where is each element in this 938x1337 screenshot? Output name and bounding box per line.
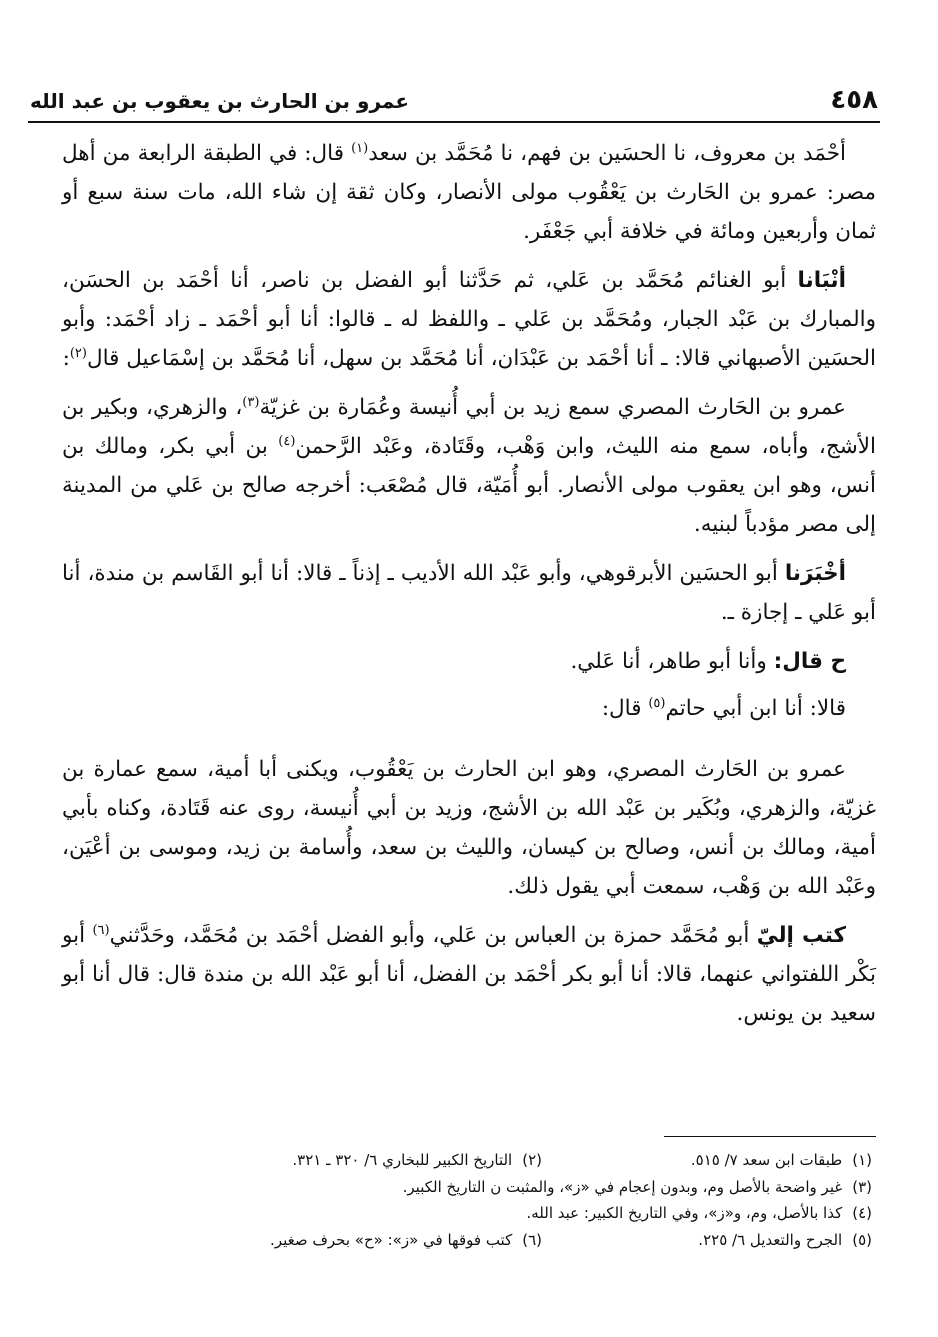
paragraph-text: أبو الحسَين الأبرقوهي، وأبو عَبْد الله الأديب ـ إذناً ـ قالا: أنا أبو القَاسم بن مندة، أنا أبو عَلي ـ إجازة ـ.: [62, 561, 876, 625]
footnote-row: [60, 1174, 872, 1201]
paragraph-lead: كتب إليّ: [756, 923, 846, 948]
paragraph-1: [62, 134, 876, 251]
running-title: عمرو بن الحارث بن يعقوب بن عبد الله: [30, 89, 409, 113]
paragraph-text: أبو مُحَمَّد حمزة بن العباس بن عَلي، وأبو الفضل أحْمَد بن مُحَمَّد، وحَدَّثني: [109, 923, 757, 948]
footnote-6: [270, 1227, 542, 1254]
paragraph-text: وأنا أبو طاهر، أنا عَلي.: [570, 649, 774, 674]
footnote-text: التاريخ الكبير للبخاري ٦/ ٣٢٠ ـ ٣٢١.: [292, 1151, 513, 1169]
footnote-row: [60, 1227, 872, 1254]
paragraph-4: [62, 554, 876, 632]
paragraph-text: أحْمَد بن معروف، نا الحسَين بن فهم، نا مُحَمَّد بن سعد: [368, 141, 846, 166]
footnote-marker: (٥): [648, 695, 666, 711]
footnote-text: الجرح والتعديل ٦/ ٢٢٥.: [698, 1230, 843, 1249]
footnote-4: [526, 1200, 872, 1227]
footnote-marker: (٤): [278, 433, 296, 449]
footnote-text: طبقات ابن سعد ٧/ ٥١٥.: [690, 1151, 843, 1169]
paragraph-text: قالا: أنا ابن أبي حاتم: [665, 696, 846, 721]
header-rule: [28, 121, 880, 123]
page-number: ٤٥٨: [830, 85, 878, 115]
footnote-marker: (٢): [69, 345, 87, 361]
footnote-number: (٢): [522, 1151, 542, 1169]
footnote-number: (٥): [852, 1230, 872, 1249]
paragraph-3: [62, 388, 876, 544]
paragraph-8: [62, 916, 876, 1033]
paragraph-2: [62, 261, 876, 378]
paragraph-text: عمرو بن الحَارث المصري سمع زيد بن أبي أُنيسة وعُمَارة بن غزيّة: [259, 395, 847, 420]
footnote-row: [60, 1200, 872, 1227]
page-header: [30, 76, 878, 116]
footnote-text: كذا بالأصل، وم، و«ز»، وفي التاريخ الكبير: عبد الله.: [526, 1204, 843, 1222]
footnote-number: (٣): [852, 1177, 872, 1196]
paragraph-text: قال:: [601, 696, 649, 721]
footnote-text: كتب فوقها في «ز»: «ح» بحرف صغير.: [270, 1230, 513, 1249]
footnote-row: [60, 1147, 872, 1174]
paragraph-lead: أنْبَانا: [797, 268, 846, 293]
footnotes: [60, 1147, 872, 1253]
paragraph-lead: أخْبَرَنا: [784, 561, 846, 586]
footnote-5: [542, 1227, 872, 1254]
footnote-text: غير واضحة بالأصل وم، وبدون إعجام في «ز»، والمثبت ن التاريخ الكبير.: [402, 1177, 843, 1196]
paragraph-text: أبو بَكْر اللفتواني عنهما، قالا: أنا أبو بكر أحْمَد بن الفضل، أنا أبو عَبْد الله بن مندة قال: قال أنا أبو سعيد بن يونس.: [62, 923, 876, 1026]
paragraph-text: عمرو بن الحَارث المصري، وهو ابن الحارث بن يَعْقُوب، ويكنى أبا أمية، سمع عمارة بن غزيّة، والزهري، وبُكَير بن عَبْد الله بن الأشج، وزيد بن أبي أُنيسة، روى عنه قَتَادة، وكناه بأبي أمية، ومالك بن أنس، وصالح بن كيسان، والليث بن سعد، وأُسامة بن زيد، وموسى بن أعْيَن، وعَبْد الله بن وَهْب، سمعت أبي يقول ذلك.: [62, 757, 876, 899]
footnote-number: (١): [852, 1151, 872, 1169]
footnote-number: (٤): [852, 1204, 872, 1222]
footnote-marker: (٣): [242, 394, 260, 410]
footnote-marker: (٦): [92, 922, 110, 938]
paragraph-6: [62, 689, 876, 728]
paragraph-text: أبو الغنائم مُحَمَّد بن عَلي، ثم حَدَّثنا أبو الفضل بن ناصر، أنا أحْمَد بن الحسَن، والمبارك بن عَبْد الجبار، ومُحَمَّد بن عَلي ـ واللفظ له ـ قالوا: أنا أبو أحْمَد ـ زاد أحْمَد: وأبو الحسَين الأصبهاني قالا: ـ أنا أحْمَد بن عَبْدَان، أنا مُحَمَّد بن سهل، أنا مُحَمَّد بن إسْمَاعيل قال: [62, 268, 876, 371]
footnote-2: [292, 1147, 542, 1174]
paragraph-text: :: [62, 346, 70, 371]
footnote-1: [542, 1147, 872, 1174]
paragraph-text: بن أبي بكر، ومالك بن أنس، وهو ابن يعقوب مولى الأنصار. أبو أُمَيّة، قال مُصْعَب: أخرجه صالح بن عَلي من المدينة إلى مصر مؤدباً لبنيه.: [62, 434, 876, 537]
footnote-3: [403, 1174, 872, 1201]
footnote-rule: [664, 1136, 876, 1137]
paragraph-text: قال: في الطبقة الرابعة من أهل مصر: عمرو بن الحَارث بن يَعْقُوب مولى الأنصار، وكان ثقة إن شاء الله، مات سنة سبع أو ثمان وأربعين ومائة في خلافة أبي جَعْفَر.: [62, 141, 876, 244]
main-text: [62, 134, 876, 1043]
paragraph-lead: ح قال:: [773, 649, 846, 674]
footnote-marker: (١): [351, 140, 369, 156]
paragraph-7: [62, 750, 876, 906]
paragraph-5: [62, 642, 876, 681]
footnote-number: (٦): [522, 1230, 542, 1249]
paragraph-text: ، والزهري، وبكير بن الأشج، وأباه، سمع منه الليث، وابن وَهْب، وقَتَادة، وعَبْد الرَّحمن: [62, 395, 876, 459]
